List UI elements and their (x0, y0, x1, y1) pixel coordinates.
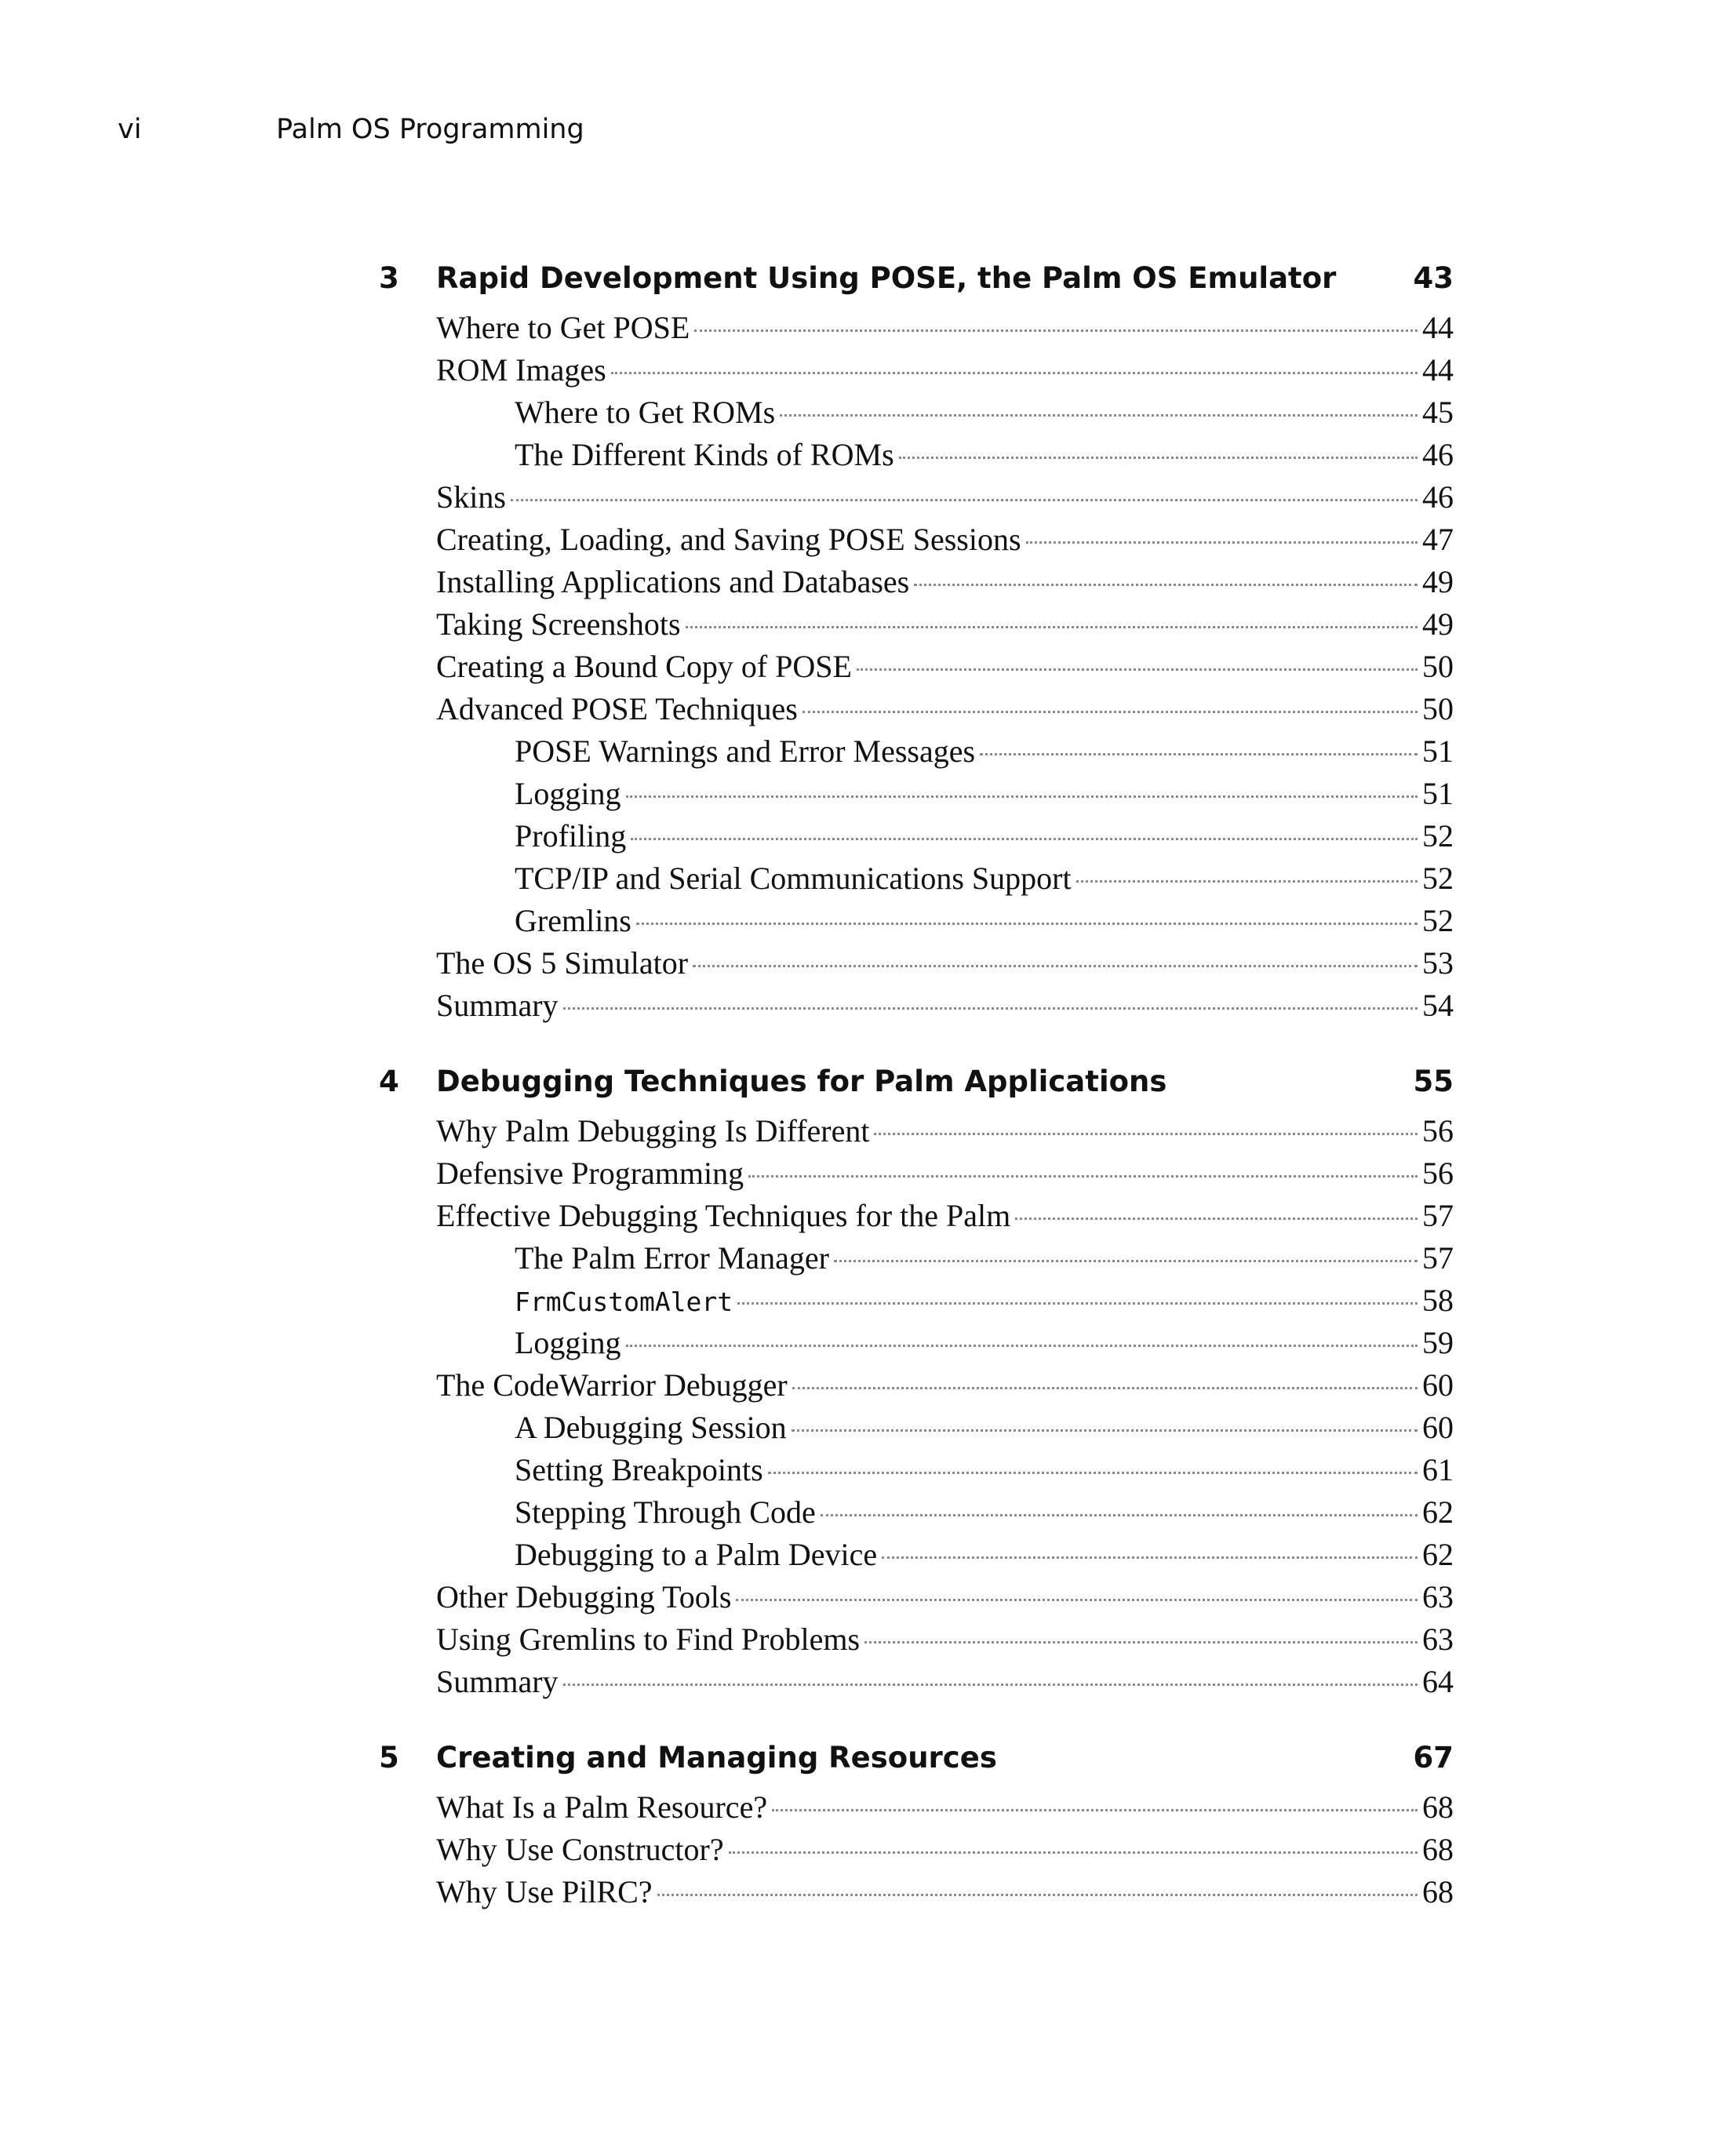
book-title: Palm OS Programming (276, 114, 584, 145)
chapter-number: 5 (379, 1741, 399, 1775)
entry-page: 57 (1422, 1198, 1454, 1233)
dot-leader (802, 711, 1418, 713)
entry-page: 51 (1422, 776, 1454, 811)
entry-page: 68 (1422, 1832, 1454, 1867)
chapter-heading (379, 1058, 1454, 1105)
entry-page: 44 (1422, 352, 1454, 388)
entry-label: Installing Applications and Databases (436, 564, 910, 599)
entry-page: 62 (1422, 1494, 1454, 1530)
entry-label: Logging (515, 1325, 621, 1360)
dot-leader (792, 1429, 1418, 1432)
chapter-5 (379, 1734, 1454, 1913)
dot-leader (686, 626, 1418, 628)
toc-entry (436, 1618, 1454, 1661)
entry-label: Why Use Constructor? (436, 1832, 724, 1867)
toc-subentry (515, 1491, 1454, 1534)
entry-label: Effective Debugging Techniques for the Palm (436, 1198, 1011, 1233)
toc-entry (436, 1829, 1454, 1871)
toc-subentry (515, 1534, 1454, 1576)
dot-leader (1015, 1218, 1418, 1220)
dot-leader (626, 1345, 1418, 1347)
entry-page: 63 (1422, 1579, 1454, 1614)
entry-label: Creating a Bound Copy of POSE (436, 649, 852, 684)
chapter-title: Creating and Managing Resources (436, 1741, 997, 1775)
entry-page: 58 (1422, 1283, 1454, 1318)
dot-leader (874, 1133, 1418, 1135)
dot-leader (980, 753, 1418, 755)
entry-label: FrmCustomAlert (515, 1287, 733, 1317)
dot-leader (864, 1641, 1418, 1643)
dot-leader (631, 838, 1418, 840)
entry-label: POSE Warnings and Error Messages (515, 733, 976, 769)
chapter-title: Debugging Techniques for Palm Applications (436, 1065, 1167, 1098)
entry-label: TCP/IP and Serial Communications Support (515, 861, 1072, 896)
entry-label: Where to Get ROMs (515, 395, 776, 430)
entry-page: 49 (1422, 564, 1454, 599)
dot-leader (857, 668, 1418, 671)
entry-label: Where to Get POSE (436, 310, 690, 345)
dot-leader (882, 1556, 1418, 1559)
entry-page: 60 (1422, 1410, 1454, 1445)
entry-label: The Different Kinds of ROMs (515, 437, 894, 472)
chapter-title: Rapid Development Using POSE, the Palm OS Emulator (436, 261, 1337, 295)
toc-entry (436, 307, 1454, 349)
entry-page: 52 (1422, 903, 1454, 938)
toc-entry (436, 1195, 1454, 1237)
dot-leader (792, 1387, 1418, 1389)
chapter-heading (379, 255, 1454, 302)
entry-label: Using Gremlins to Find Problems (436, 1622, 861, 1657)
toc-entry (436, 1110, 1454, 1152)
toc-subentry (515, 773, 1454, 815)
toc-entry (436, 561, 1454, 603)
toc-entry (436, 1152, 1454, 1195)
dot-leader (737, 1302, 1418, 1305)
entry-label: What Is a Palm Resource? (436, 1789, 768, 1825)
chapter-3 (379, 255, 1454, 1027)
entry-page: 53 (1422, 945, 1454, 981)
entry-page: 46 (1422, 437, 1454, 472)
dot-leader (626, 795, 1418, 798)
entry-page: 47 (1422, 522, 1454, 557)
entry-label: Skins (436, 479, 506, 515)
entry-label: Why Use PilRC? (436, 1874, 653, 1909)
entry-label: The Palm Error Manager (515, 1240, 829, 1276)
toc-entry (436, 1786, 1454, 1829)
entry-label: Summary (436, 1664, 559, 1699)
chapter-number: 4 (379, 1065, 399, 1098)
dot-leader (694, 329, 1418, 332)
entry-label: Gremlins (515, 903, 631, 938)
toc-entry (436, 688, 1454, 730)
entry-label: Advanced POSE Techniques (436, 691, 798, 726)
entry-label: Debugging to a Palm Device (515, 1537, 878, 1572)
toc-subentry (515, 434, 1454, 476)
entry-page: 49 (1422, 606, 1454, 642)
dot-leader (563, 1007, 1418, 1010)
entry-label: Other Debugging Tools (436, 1579, 732, 1614)
entry-label: Profiling (515, 818, 627, 854)
dot-leader (693, 965, 1418, 967)
entry-page: 52 (1422, 818, 1454, 854)
entry-page: 56 (1422, 1156, 1454, 1191)
entry-page: 68 (1422, 1789, 1454, 1825)
table-of-contents (379, 255, 1454, 1945)
entry-page: 52 (1422, 861, 1454, 896)
dot-leader (780, 414, 1418, 417)
entry-page: 50 (1422, 691, 1454, 726)
toc-entry (436, 1661, 1454, 1703)
entry-page: 50 (1422, 649, 1454, 684)
chapter-page: 43 (1413, 261, 1454, 295)
dot-leader (834, 1260, 1418, 1262)
entry-page: 63 (1422, 1622, 1454, 1657)
toc-subentry (515, 391, 1454, 434)
entry-page: 44 (1422, 310, 1454, 345)
entry-page: 51 (1422, 733, 1454, 769)
entry-label: Why Palm Debugging Is Different (436, 1113, 870, 1148)
chapter-number: 3 (379, 261, 399, 295)
entry-page: 57 (1422, 1240, 1454, 1276)
toc-subentry (515, 1449, 1454, 1491)
dot-leader (899, 457, 1418, 459)
entry-label: Defensive Programming (436, 1156, 744, 1191)
entry-page: 64 (1422, 1664, 1454, 1699)
dot-leader (729, 1851, 1418, 1854)
entry-label: The OS 5 Simulator (436, 945, 689, 981)
chapter-page: 55 (1413, 1065, 1454, 1098)
entry-label: Creating, Loading, and Saving POSE Sessions (436, 522, 1021, 557)
dot-leader (611, 372, 1418, 374)
toc-entry (436, 1364, 1454, 1407)
dot-leader (636, 923, 1418, 925)
entry-page: 61 (1422, 1452, 1454, 1487)
toc-entry (436, 476, 1454, 519)
dot-leader (772, 1809, 1418, 1811)
toc-entry (436, 603, 1454, 646)
entry-label: Stepping Through Code (515, 1494, 816, 1530)
toc-subentry (515, 1407, 1454, 1449)
toc-subentry (515, 900, 1454, 942)
toc-entry (436, 942, 1454, 985)
dot-leader (1026, 541, 1418, 544)
entry-page: 68 (1422, 1874, 1454, 1909)
entry-page: 56 (1422, 1113, 1454, 1148)
toc-subentry (515, 857, 1454, 900)
toc-subentry (515, 1322, 1454, 1364)
entry-page: 59 (1422, 1325, 1454, 1360)
chapter-heading (379, 1734, 1454, 1782)
page-number: vi (118, 114, 142, 145)
entry-label: Logging (515, 776, 621, 811)
entry-label: Summary (436, 988, 559, 1023)
toc-entry (436, 646, 1454, 688)
toc-entry (436, 985, 1454, 1027)
toc-subentry (515, 1237, 1454, 1279)
chapter-4 (379, 1058, 1454, 1703)
entry-page: 46 (1422, 479, 1454, 515)
entry-label: The CodeWarrior Debugger (436, 1367, 788, 1403)
dot-leader (914, 584, 1418, 586)
toc-entry (436, 349, 1454, 391)
entry-page: 54 (1422, 988, 1454, 1023)
dot-leader (1076, 880, 1418, 883)
toc-entry (436, 1871, 1454, 1913)
dot-leader (511, 499, 1418, 501)
toc-entry (436, 519, 1454, 561)
toc-entry (436, 1576, 1454, 1618)
toc-subentry (515, 730, 1454, 773)
dot-leader (657, 1894, 1418, 1896)
dot-leader (736, 1599, 1418, 1601)
dot-leader (768, 1472, 1418, 1474)
entry-page: 62 (1422, 1537, 1454, 1572)
entry-page: 60 (1422, 1367, 1454, 1403)
toc-subentry (515, 1279, 1454, 1322)
chapter-page: 67 (1413, 1741, 1454, 1775)
dot-leader (821, 1514, 1418, 1516)
entry-label: A Debugging Session (515, 1410, 787, 1445)
dot-leader (563, 1684, 1418, 1686)
dot-leader (748, 1175, 1418, 1178)
entry-label: Setting Breakpoints (515, 1452, 763, 1487)
running-head (0, 110, 1736, 149)
entry-label: Taking Screenshots (436, 606, 681, 642)
entry-label: ROM Images (436, 352, 606, 388)
entry-page: 45 (1422, 395, 1454, 430)
toc-subentry (515, 815, 1454, 857)
